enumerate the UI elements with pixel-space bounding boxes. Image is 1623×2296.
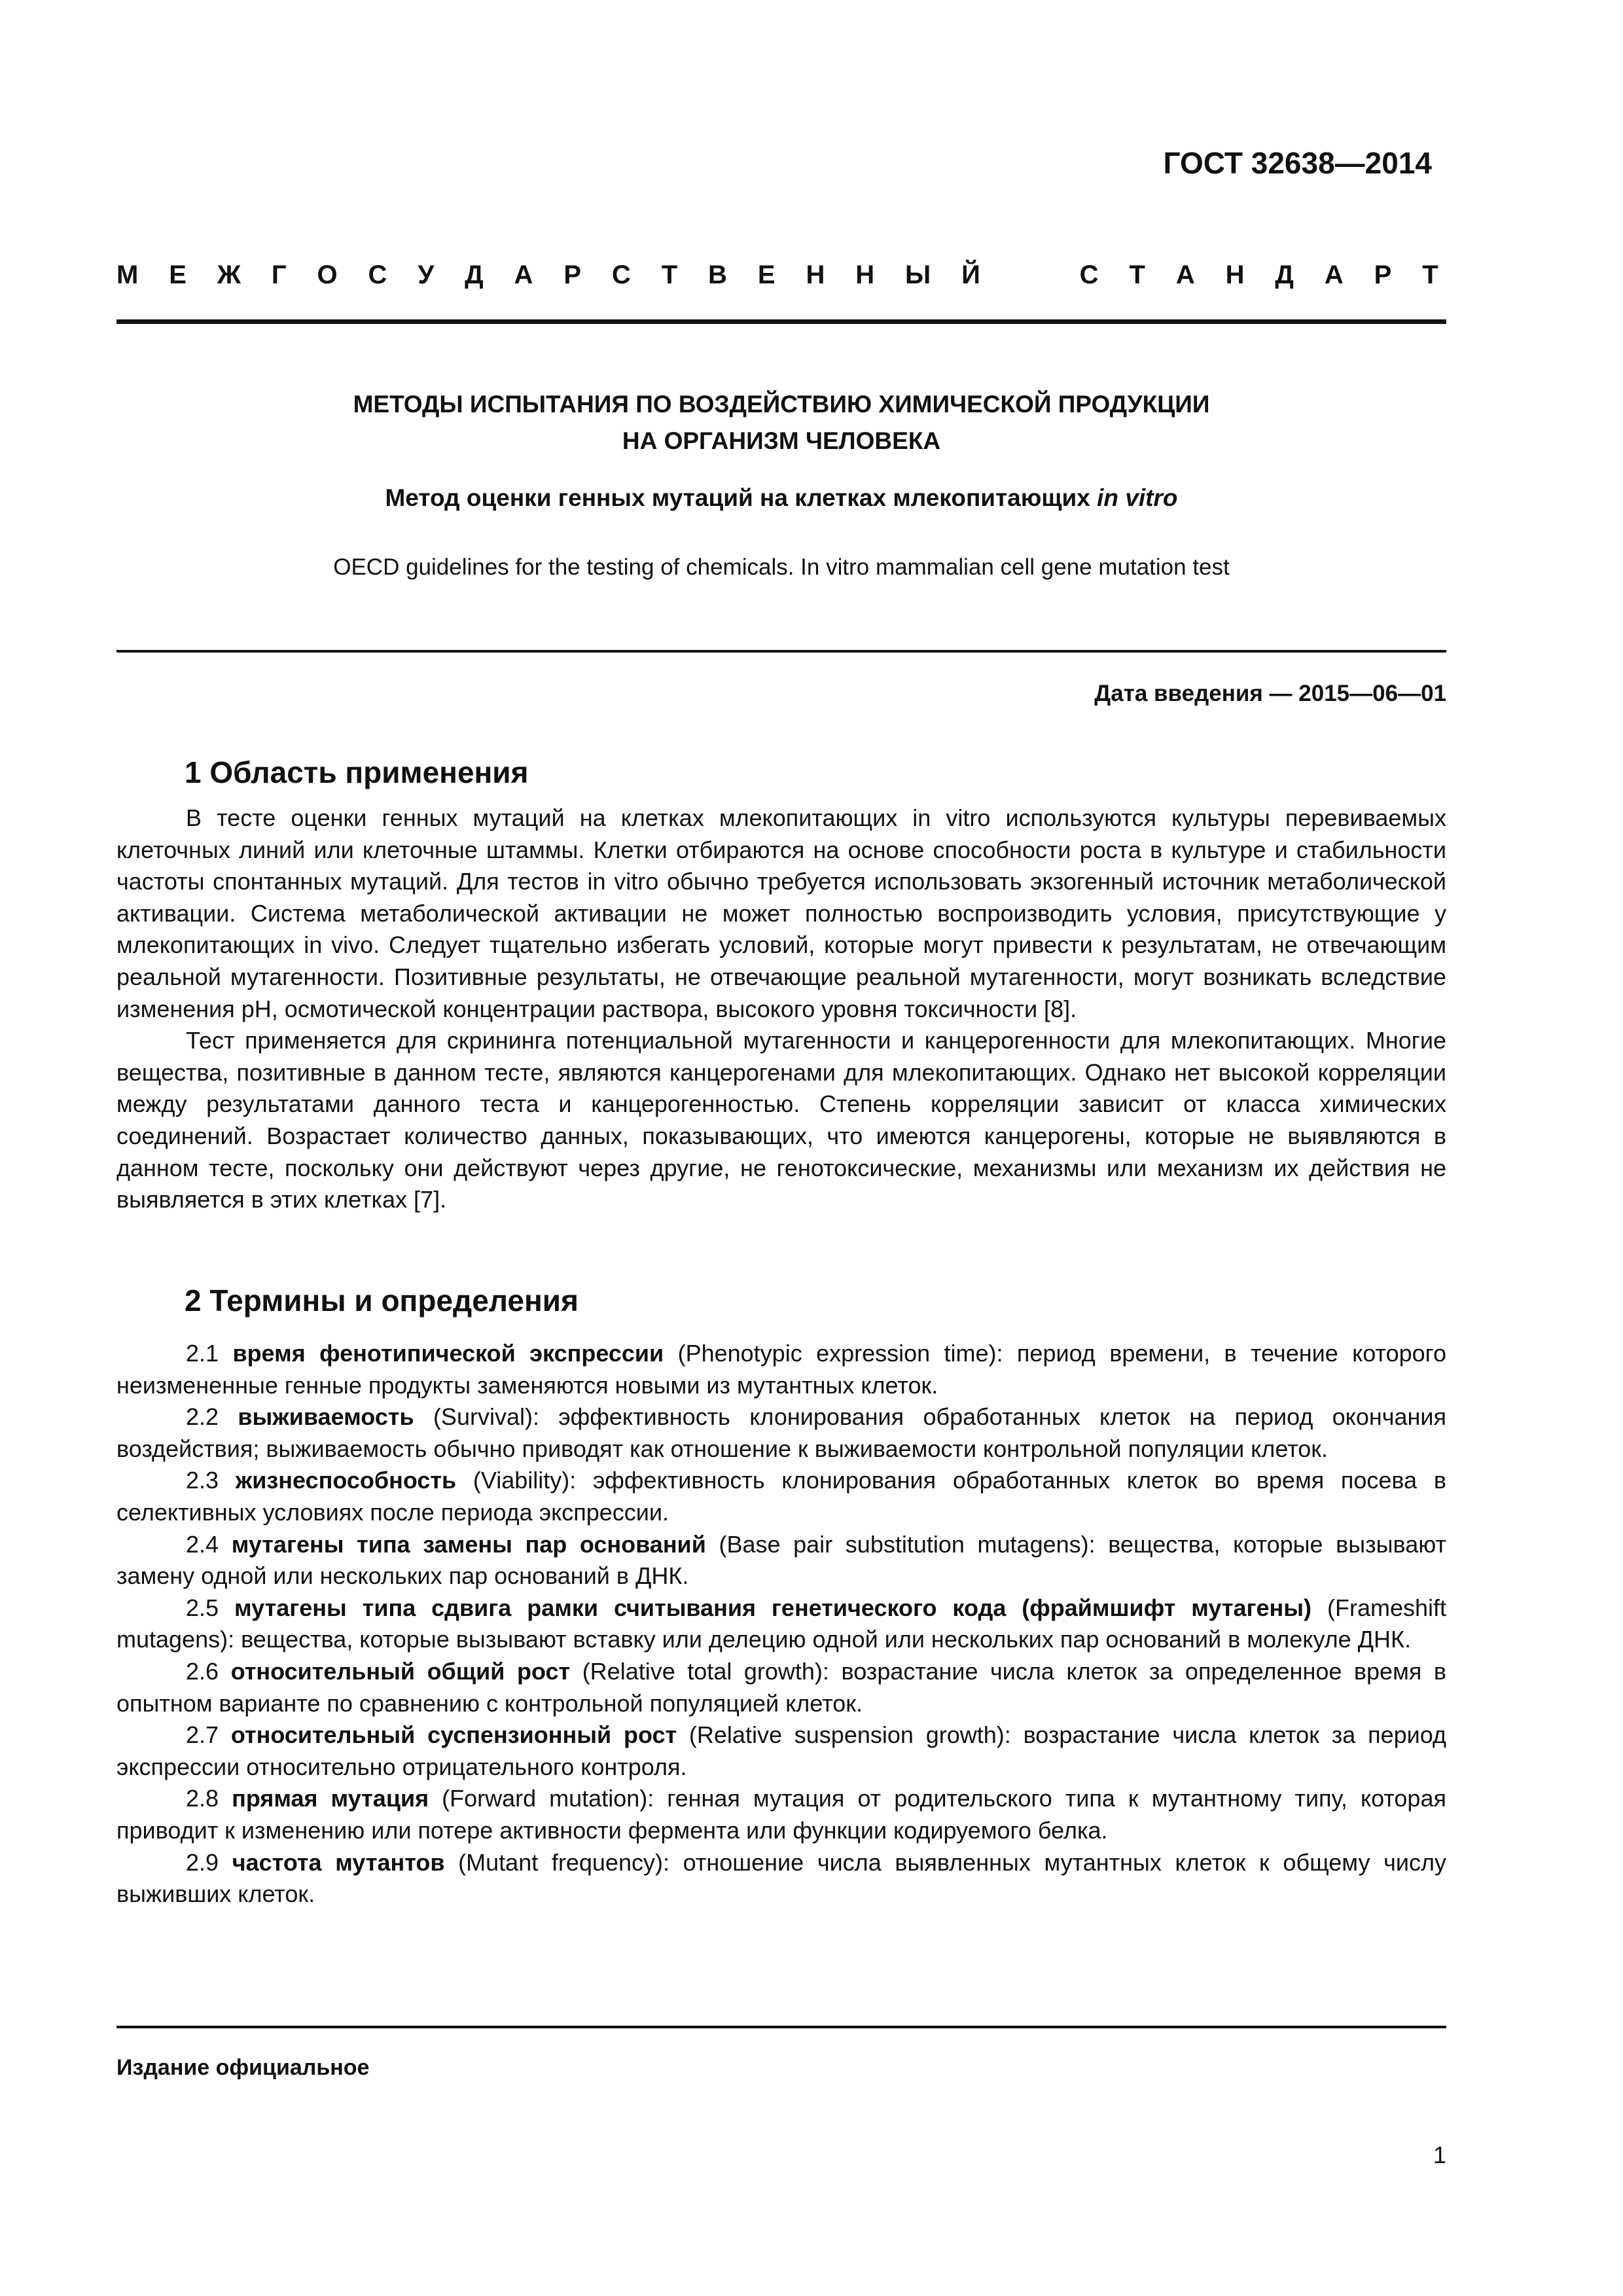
section-2-heading: 2 Термины и определения	[185, 1283, 579, 1318]
document-title	[116, 386, 1446, 459]
term-name: мутагены типа сдвига рамки считывания генетического кода (фраймшифт мутагены)	[234, 1594, 1312, 1621]
term-text: (Frameshift mutagens): вещества, которые вызывают вставку или делецию одной или нескольких пар оснований в молекуле ДНК.	[116, 1594, 1446, 1653]
term-name: жизнеспособность	[235, 1467, 457, 1494]
title-divider	[116, 650, 1446, 653]
paragraph: Тест применяется для скрининга потенциальной мутагенности и канцерогенности для млекопитающих. Многие вещества, позитивные в данном тесте, являются канцерогенами для млекопитающих. Однако нет высокой корреляции между результатами данного теста и канцерогенностью. Степень корреляции зависит от класса химических соединений. Возрастает количество данных, показывающих, что имеются канцерогены, которые не выявляются в данном тесте, поскольку они действуют через другие, не генотоксические, механизмы или механизм их действия не выявляется в этих клетках [7].	[116, 1027, 1446, 1213]
paragraph: В тесте оценки генных мутаций на клетках млекопитающих in vitro используются культуры перевиваемых клеточных линий или клеточные штаммы. Клетки отбираются на основе способности роста в культуре и стабильности частоты спонтанных мутаций. Для тестов in vitro обычно требуется использовать экзогенный источник метаболической активации. Система метаболической активации не может полностью воспроизводить условия, присутствующие у млекопитающих in vivo. Следует тщательно избегать условий, которые могут привести к результатам, не отвечающим реальной мутагенности. Позитивные результаты, не отвечающие реальной мутагенности, могут возникать вследствие изменения pH, осмотической концентрации раствора, высокого уровня токсичности [8].	[116, 804, 1446, 1022]
banner-letter: Р	[1374, 260, 1392, 289]
header-divider	[116, 319, 1446, 324]
section-1-heading: 1 Область применения	[185, 755, 529, 789]
footer-divider	[116, 2026, 1446, 2028]
term-text: (Forward mutation): генная мутация от родительского типа к мутантному типу, которая приводит к изменению или потере активности фермента или функции кодируемого белка.	[116, 1785, 1446, 1844]
section-2-body	[116, 1338, 1446, 1910]
banner-letter: Й	[961, 260, 980, 289]
english-title: OECD guidelines for the testing of chemicals. In vitro mammalian cell gene mutation test	[333, 554, 1230, 580]
term-name: прямая мутация	[232, 1785, 429, 1812]
banner-letter: А	[1175, 260, 1195, 289]
term-text: (Survival): эффективность клонирования обработанных клеток на период окончания воздействия; выживаемость обычно приводят как отношение к выживаемости контрольной популяции клеток.	[116, 1403, 1446, 1462]
term-name: мутагены типа замены пар оснований	[231, 1530, 706, 1558]
term-text: (Base pair substitution mutagens): вещества, которые вызывают замену одной или нескольких пар оснований в ДНК.	[116, 1530, 1446, 1590]
term-text: (Mutant frequency): отношение числа выявленных мутантных клеток к общему числу выживших клеток.	[116, 1848, 1446, 1908]
title-line-1: МЕТОДЫ ИСПЫТАНИЯ ПО ВОЗДЕЙСТВИЮ ХИМИЧЕСКОЙ ПРОДУКЦИИ	[353, 391, 1210, 418]
term-number: 2.7	[186, 1721, 219, 1749]
document-number: ГОСТ 32638—2014	[1163, 146, 1432, 180]
banner-letter: А	[514, 260, 533, 289]
banner-letter: В	[708, 260, 727, 289]
banner-letter: С	[611, 260, 631, 289]
term-number: 2.1	[186, 1340, 219, 1367]
term-text: (Viability): эффективность клонирования обработанных клеток во время посева в селективных условиях после периода экспрессии.	[116, 1467, 1446, 1526]
term-definition	[116, 1847, 1446, 1910]
banner-letter: Е	[757, 260, 776, 289]
term-name: частота мутантов	[232, 1848, 445, 1876]
banner-letter: С	[368, 260, 387, 289]
term-name: выживаемость	[238, 1403, 414, 1431]
banner-letter: Г	[271, 260, 287, 289]
banner-letter: Т	[1422, 260, 1438, 289]
subtitle-text: Метод оценки генных мутаций на клетках млекопитающих	[385, 484, 1090, 511]
term-text: (Relative total growth): возрастание числа клеток за определенное время в опытном варианте по сравнению с контрольной популяцией клеток.	[116, 1657, 1446, 1717]
banner-letter: Д	[465, 260, 484, 289]
term-number: 2.8	[186, 1785, 219, 1812]
banner-letter: Н	[855, 260, 875, 289]
term-text: (Relative suspension growth): возрастание числа клеток за период экспрессии относительно отрицательного контроля.	[116, 1721, 1446, 1780]
document-subtitle	[116, 484, 1446, 512]
banner-letter: Ы	[905, 260, 931, 289]
banner-letter: А	[1324, 260, 1344, 289]
term-name: время фенотипической экспрессии	[232, 1340, 664, 1367]
term-name: относительный суспензионный рост	[230, 1721, 677, 1749]
term-definition	[116, 1529, 1446, 1592]
term-definition	[116, 1592, 1446, 1656]
banner-letter: Т	[1129, 260, 1145, 289]
banner-letter: У	[418, 260, 435, 289]
term-number: 2.3	[186, 1467, 219, 1494]
banner-letter: Н	[806, 260, 825, 289]
standard-type-banner	[116, 260, 1438, 290]
banner-letter: Т	[661, 260, 678, 289]
term-text: (Phenotypic expression time): период времени, в течение которого неизмененные генные продукты заменяются новыми из мутантных клеток.	[116, 1340, 1446, 1399]
term-definition	[116, 1338, 1446, 1401]
term-definition	[116, 1401, 1446, 1465]
official-edition-label: Издание официальное	[116, 2055, 370, 2080]
term-number: 2.5	[186, 1594, 219, 1621]
term-definition	[116, 1465, 1446, 1528]
banner-letter: Е	[169, 260, 187, 289]
page-number: 1	[1433, 2142, 1446, 2168]
term-number: 2.4	[186, 1530, 219, 1558]
introduction-date: Дата введения — 2015—06—01	[1094, 681, 1446, 706]
banner-letter: О	[317, 260, 338, 289]
banner-letter: С	[1079, 260, 1099, 289]
subtitle-italic-text: in vitro	[1097, 484, 1178, 511]
term-number: 2.9	[186, 1848, 219, 1876]
term-definition	[116, 1783, 1446, 1846]
term-number: 2.6	[186, 1657, 219, 1685]
term-number: 2.2	[186, 1403, 219, 1431]
banner-letter: Д	[1275, 260, 1294, 289]
banner-word-gap	[1011, 260, 1049, 290]
banner-letter: М	[116, 260, 139, 289]
banner-letter: Ж	[217, 260, 241, 289]
title-line-2: НА ОРГАНИЗМ ЧЕЛОВЕКА	[622, 427, 941, 454]
term-definition	[116, 1656, 1446, 1719]
term-name: относительный общий рост	[230, 1657, 571, 1685]
section-1-body	[116, 802, 1446, 1216]
term-definition	[116, 1719, 1446, 1783]
banner-letter: Р	[563, 260, 581, 289]
banner-letter: Н	[1225, 260, 1245, 289]
